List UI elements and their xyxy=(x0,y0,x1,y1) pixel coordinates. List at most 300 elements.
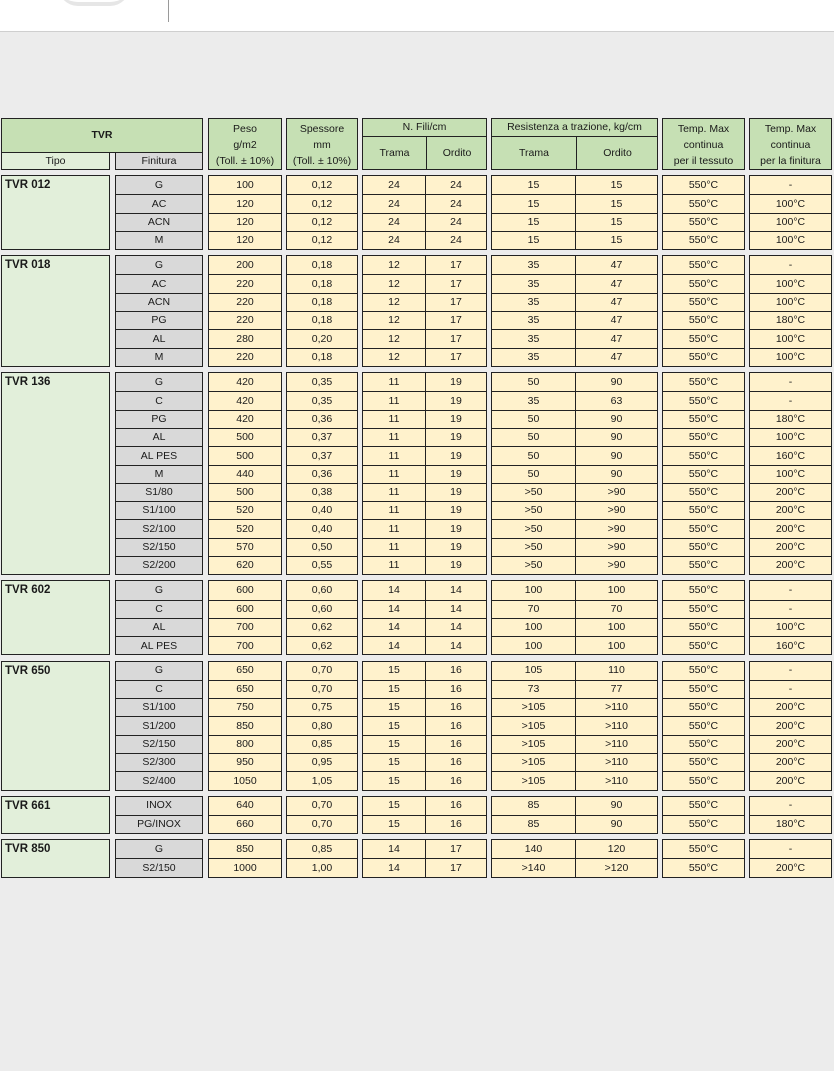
cell-res-ordito: 90 xyxy=(610,799,623,812)
cell-temp-tessuto: 550°C xyxy=(663,538,744,556)
cell-finitura: ACN xyxy=(116,213,202,231)
cell-fili-ordito: 19 xyxy=(426,465,486,483)
cell-fili-trama: 15 xyxy=(363,753,425,771)
cell-peso: 100 xyxy=(236,178,254,191)
cell-res-ordito: 47 xyxy=(576,274,657,292)
cell-res-trama: 50 xyxy=(527,375,540,388)
group-6-col-tFin xyxy=(749,839,832,878)
group-3-col-peso xyxy=(208,580,282,655)
cell-finitura: G xyxy=(154,178,164,191)
cell-spessore: 0,37 xyxy=(287,428,357,446)
cell-res-ordito: 47 xyxy=(610,259,623,272)
header-temp-finitura-line: Temp. Max xyxy=(764,122,817,135)
group-6-col-tTes xyxy=(662,839,745,878)
group-6-col-fili xyxy=(362,839,487,878)
cell-fili-trama: 14 xyxy=(388,843,400,856)
cell-res-trama: 50 xyxy=(492,410,575,428)
cell-peso: 220 xyxy=(209,348,281,366)
group-5-col-fili xyxy=(362,796,487,835)
group-2-col-peso xyxy=(208,372,282,575)
group-1-col-fin xyxy=(115,255,203,367)
group-tipo-1 xyxy=(1,255,110,367)
cell-res-trama: 15 xyxy=(492,231,575,249)
cell-fili-trama: 24 xyxy=(363,213,425,231)
group-3-col-res xyxy=(491,580,658,655)
cell-fili-ordito: 17 xyxy=(426,858,486,876)
header-temp-finitura-line: per la finitura xyxy=(760,154,821,167)
cell-fili-ordito: 19 xyxy=(426,391,486,409)
group-0-col-fili xyxy=(362,175,487,250)
cell-spessore: 0,12 xyxy=(287,231,357,249)
cell-temp-tessuto: 550°C xyxy=(663,519,744,537)
cell-temp-finitura: 200°C xyxy=(750,501,831,519)
cell-finitura: AL xyxy=(116,428,202,446)
cell-temp-finitura: - xyxy=(788,178,793,191)
cell-peso: 600 xyxy=(236,584,254,597)
header-temp-finitura xyxy=(749,118,832,170)
cell-spessore: 0,12 xyxy=(287,213,357,231)
cell-finitura: PG xyxy=(116,311,202,329)
cell-finitura: INOX xyxy=(146,799,172,812)
cell-spessore: 0,70 xyxy=(287,680,357,698)
group-4-col-tTes xyxy=(662,661,745,791)
cell-res-trama: 100 xyxy=(524,584,543,597)
group-0-col-tTes xyxy=(662,175,745,250)
cell-temp-tessuto: 550°C xyxy=(663,618,744,636)
cell-temp-finitura: 160°C xyxy=(750,636,831,654)
cell-temp-finitura: 200°C xyxy=(750,735,831,753)
cell-res-ordito: >90 xyxy=(576,556,657,574)
header-spessore-line: Spessore xyxy=(299,122,345,135)
cell-fili-trama: 15 xyxy=(363,680,425,698)
cell-fili-trama: 12 xyxy=(363,348,425,366)
header-finitura: Finitura xyxy=(141,154,177,167)
cell-fili-ordito: 16 xyxy=(426,771,486,789)
cell-fili-ordito: 19 xyxy=(426,501,486,519)
cell-spessore: 0,20 xyxy=(287,329,357,347)
group-3-col-tFin xyxy=(749,580,832,655)
cell-temp-tessuto: 550°C xyxy=(688,799,719,812)
cell-spessore: 0,85 xyxy=(311,843,333,856)
cell-spessore: 0,36 xyxy=(287,465,357,483)
cell-spessore: 0,18 xyxy=(311,259,333,272)
cell-finitura: AL PES xyxy=(116,446,202,464)
cell-temp-tessuto: 550°C xyxy=(663,858,744,876)
cell-finitura: C xyxy=(116,391,202,409)
group-4-col-fili xyxy=(362,661,487,791)
cell-res-trama: >105 xyxy=(492,735,575,753)
cell-temp-tessuto: 550°C xyxy=(663,735,744,753)
cell-peso: 1000 xyxy=(209,858,281,876)
cell-temp-tessuto: 550°C xyxy=(688,375,719,388)
cell-res-ordito: 47 xyxy=(576,329,657,347)
cell-spessore: 0,35 xyxy=(287,391,357,409)
group-name: TVR 602 xyxy=(5,584,51,597)
cell-fili-trama: 11 xyxy=(363,465,425,483)
cell-res-ordito: >110 xyxy=(576,698,657,716)
cell-finitura: S2/200 xyxy=(116,556,202,574)
header-tvr-title: TVR xyxy=(91,129,113,142)
cell-spessore: 0,75 xyxy=(287,698,357,716)
cell-res-ordito: 15 xyxy=(576,231,657,249)
cell-res-trama: 85 xyxy=(492,815,575,833)
cell-finitura: S2/300 xyxy=(116,753,202,771)
cell-temp-finitura: 100°C xyxy=(750,194,831,212)
cell-spessore: 0,70 xyxy=(311,799,333,812)
group-tipo-4 xyxy=(1,661,110,791)
cell-fili-ordito: 16 xyxy=(426,680,486,698)
cell-finitura: G xyxy=(154,375,164,388)
cell-spessore: 0,12 xyxy=(287,194,357,212)
cell-peso: 850 xyxy=(209,716,281,734)
cell-peso: 420 xyxy=(209,410,281,428)
cell-peso: 500 xyxy=(209,428,281,446)
cell-temp-tessuto: 550°C xyxy=(663,716,744,734)
cell-fili-trama: 15 xyxy=(363,735,425,753)
cell-finitura: G xyxy=(154,584,164,597)
cell-fili-trama: 15 xyxy=(363,716,425,734)
cell-temp-tessuto: 550°C xyxy=(663,483,744,501)
cell-spessore: 0,12 xyxy=(311,178,333,191)
cell-peso: 220 xyxy=(209,293,281,311)
cell-fili-ordito: 16 xyxy=(426,753,486,771)
group-2-col-fin xyxy=(115,372,203,575)
cell-finitura: AL PES xyxy=(116,636,202,654)
cell-finitura: S1/80 xyxy=(116,483,202,501)
cell-spessore: 0,18 xyxy=(287,274,357,292)
group-2-col-spess xyxy=(286,372,358,575)
cell-peso: 420 xyxy=(209,391,281,409)
cell-finitura: S2/150 xyxy=(116,735,202,753)
cell-finitura: S1/100 xyxy=(116,698,202,716)
cell-peso: 200 xyxy=(236,259,254,272)
cell-spessore: 0,38 xyxy=(287,483,357,501)
header-resistenza xyxy=(491,118,658,170)
cell-res-trama: 73 xyxy=(492,680,575,698)
header-temp-finitura-line: continua xyxy=(770,138,811,151)
cell-peso: 640 xyxy=(236,799,254,812)
group-6-col-peso xyxy=(208,839,282,878)
cell-fili-trama: 15 xyxy=(363,698,425,716)
cell-fili-ordito: 14 xyxy=(426,600,486,618)
cell-temp-finitura: - xyxy=(788,259,793,272)
cell-res-ordito: >110 xyxy=(576,735,657,753)
cell-spessore: 0,37 xyxy=(287,446,357,464)
group-4-col-peso xyxy=(208,661,282,791)
group-0-col-tFin xyxy=(749,175,832,250)
cell-spessore: 0,40 xyxy=(287,519,357,537)
cell-temp-tessuto: 550°C xyxy=(663,815,744,833)
cell-fili-trama: 11 xyxy=(363,538,425,556)
cell-temp-finitura: - xyxy=(788,843,793,856)
cell-temp-finitura: - xyxy=(788,584,793,597)
cell-res-trama: >140 xyxy=(492,858,575,876)
cell-peso: 700 xyxy=(209,618,281,636)
cell-res-ordito: 47 xyxy=(576,348,657,366)
cell-temp-finitura: 100°C xyxy=(750,231,831,249)
group-0-col-res xyxy=(491,175,658,250)
cell-temp-finitura: 100°C xyxy=(750,213,831,231)
cell-spessore: 0,18 xyxy=(287,348,357,366)
cell-res-ordito: 63 xyxy=(576,391,657,409)
cell-res-trama: 50 xyxy=(492,446,575,464)
cell-peso: 420 xyxy=(236,375,254,388)
cell-fili-trama: 14 xyxy=(388,584,400,597)
header-peso xyxy=(208,118,282,170)
cell-temp-tessuto: 550°C xyxy=(663,410,744,428)
cell-temp-finitura: 180°C xyxy=(750,410,831,428)
cell-peso: 500 xyxy=(209,446,281,464)
cell-finitura: S2/150 xyxy=(116,538,202,556)
cell-fili-trama: 12 xyxy=(363,329,425,347)
cell-finitura: M xyxy=(116,348,202,366)
cell-fili-ordito: 24 xyxy=(426,194,486,212)
group-name: TVR 850 xyxy=(5,843,51,856)
cell-finitura: G xyxy=(154,843,164,856)
cell-temp-tessuto: 550°C xyxy=(663,501,744,519)
cell-temp-finitura: 100°C xyxy=(750,428,831,446)
cell-fili-trama: 11 xyxy=(363,519,425,537)
cell-res-ordito: 120 xyxy=(607,843,626,856)
group-name: TVR 136 xyxy=(5,376,51,388)
cell-peso: 280 xyxy=(209,329,281,347)
group-tipo-2 xyxy=(1,372,110,575)
cell-fili-ordito: 17 xyxy=(426,348,486,366)
cell-fili-trama: 15 xyxy=(388,664,400,677)
cell-fili-trama: 14 xyxy=(363,858,425,876)
cell-spessore: 0,18 xyxy=(287,293,357,311)
cell-fili-trama: 12 xyxy=(363,311,425,329)
cell-temp-finitura: 200°C xyxy=(750,519,831,537)
cell-res-trama: >50 xyxy=(492,483,575,501)
cell-fili-ordito: 19 xyxy=(426,538,486,556)
group-5-col-peso xyxy=(208,796,282,835)
header-peso-line: g/m2 xyxy=(233,138,257,151)
cell-res-trama: 35 xyxy=(492,311,575,329)
cell-temp-finitura: 100°C xyxy=(750,618,831,636)
cell-fili-ordito: 19 xyxy=(426,556,486,574)
group-name: TVR 650 xyxy=(5,664,51,677)
cell-res-trama: 85 xyxy=(527,799,540,812)
group-2-col-fili xyxy=(362,372,487,575)
cell-temp-finitura: 200°C xyxy=(750,753,831,771)
header-spessore xyxy=(286,118,358,170)
group-4-col-fin xyxy=(115,661,203,791)
cell-temp-tessuto: 550°C xyxy=(663,771,744,789)
cell-fili-ordito: 14 xyxy=(426,636,486,654)
cell-res-ordito: >90 xyxy=(576,519,657,537)
cell-res-ordito: >90 xyxy=(576,501,657,519)
cell-fili-trama: 12 xyxy=(388,259,400,272)
cell-temp-tessuto: 550°C xyxy=(663,348,744,366)
cell-spessore: 0,60 xyxy=(287,600,357,618)
cell-fili-ordito: 17 xyxy=(450,259,462,272)
cell-spessore: 0,18 xyxy=(287,311,357,329)
cell-temp-tessuto: 550°C xyxy=(688,843,719,856)
group-4-col-spess xyxy=(286,661,358,791)
cell-temp-tessuto: 550°C xyxy=(663,194,744,212)
cell-temp-tessuto: 550°C xyxy=(688,178,719,191)
cell-temp-finitura: 180°C xyxy=(750,311,831,329)
cell-res-ordito: >90 xyxy=(576,538,657,556)
cell-fili-ordito: 16 xyxy=(426,815,486,833)
cell-temp-tessuto: 550°C xyxy=(663,465,744,483)
group-tipo-6 xyxy=(1,839,110,878)
cell-res-trama: 15 xyxy=(492,213,575,231)
cell-fili-trama: 11 xyxy=(388,375,400,388)
cell-res-ordito: 90 xyxy=(610,375,623,388)
cell-peso: 950 xyxy=(209,753,281,771)
cell-temp-tessuto: 550°C xyxy=(688,259,719,272)
cell-spessore: 0,60 xyxy=(311,584,333,597)
cell-spessore: 0,62 xyxy=(287,636,357,654)
group-6-col-spess xyxy=(286,839,358,878)
cell-res-ordito: 47 xyxy=(576,293,657,311)
cell-peso: 660 xyxy=(209,815,281,833)
cell-finitura: AC xyxy=(116,274,202,292)
header-res-ordito: Ordito xyxy=(603,146,632,159)
cell-temp-tessuto: 550°C xyxy=(663,600,744,618)
cell-peso: 520 xyxy=(209,519,281,537)
cell-res-ordito: >90 xyxy=(576,483,657,501)
header-divider xyxy=(168,0,169,22)
cell-res-trama: 35 xyxy=(527,259,540,272)
cell-fili-trama: 15 xyxy=(363,815,425,833)
cell-fili-ordito: 19 xyxy=(426,483,486,501)
cell-fili-ordito: 24 xyxy=(426,231,486,249)
cell-temp-tessuto: 550°C xyxy=(663,753,744,771)
cell-fili-trama: 11 xyxy=(363,556,425,574)
group-0-col-peso xyxy=(208,175,282,250)
cell-temp-finitura: - xyxy=(750,600,831,618)
cell-spessore: 0,70 xyxy=(287,815,357,833)
cell-fili-ordito: 17 xyxy=(426,293,486,311)
cell-peso: 440 xyxy=(209,465,281,483)
cell-res-trama: >50 xyxy=(492,501,575,519)
cell-temp-finitura: 100°C xyxy=(750,274,831,292)
cell-temp-finitura: 100°C xyxy=(750,293,831,311)
cell-res-trama: 105 xyxy=(524,664,543,677)
cell-res-ordito: >110 xyxy=(576,716,657,734)
cell-res-ordito: 90 xyxy=(576,815,657,833)
cell-peso: 850 xyxy=(236,843,254,856)
cell-spessore: 0,55 xyxy=(287,556,357,574)
group-2-col-tTes xyxy=(662,372,745,575)
cell-finitura: PG xyxy=(116,410,202,428)
cell-finitura: G xyxy=(154,664,164,677)
logo-fragment xyxy=(58,0,130,6)
cell-res-trama: 140 xyxy=(524,843,543,856)
cell-spessore: 0,80 xyxy=(287,716,357,734)
cell-finitura: S2/100 xyxy=(116,519,202,537)
header-res-trama: Trama xyxy=(519,146,549,159)
group-name: TVR 661 xyxy=(5,799,51,812)
cell-finitura: S1/100 xyxy=(116,501,202,519)
group-tipo-3 xyxy=(1,580,110,655)
cell-fili-ordito: 14 xyxy=(450,584,462,597)
group-1-col-peso xyxy=(208,255,282,367)
cell-res-trama: 35 xyxy=(492,348,575,366)
group-5-col-res xyxy=(491,796,658,835)
cell-temp-finitura: 160°C xyxy=(750,446,831,464)
cell-res-ordito: 77 xyxy=(576,680,657,698)
header-spessore-line: mm xyxy=(313,138,331,151)
group-5-col-tFin xyxy=(749,796,832,835)
cell-fili-trama: 12 xyxy=(363,274,425,292)
header-finitura-cell xyxy=(115,152,203,170)
header-peso-line: Peso xyxy=(233,122,257,135)
cell-finitura: C xyxy=(116,680,202,698)
group-2-col-tFin xyxy=(749,372,832,575)
group-5-col-fin xyxy=(115,796,203,835)
cell-spessore: 1,05 xyxy=(287,771,357,789)
header-temp-tessuto-line: per il tessuto xyxy=(673,154,734,167)
cell-fili-trama: 11 xyxy=(363,410,425,428)
cell-finitura: S1/200 xyxy=(116,716,202,734)
cell-res-trama: >105 xyxy=(492,698,575,716)
group-name: TVR 012 xyxy=(5,179,51,191)
header-ordito: Ordito xyxy=(442,146,472,159)
cell-temp-tessuto: 550°C xyxy=(663,428,744,446)
group-5-col-spess xyxy=(286,796,358,835)
cell-res-ordito: 110 xyxy=(608,664,625,677)
cell-spessore: 0,95 xyxy=(287,753,357,771)
cell-temp-finitura: 200°C xyxy=(750,716,831,734)
cell-fili-trama: 24 xyxy=(363,231,425,249)
cell-peso: 120 xyxy=(209,213,281,231)
cell-finitura: S2/150 xyxy=(116,858,202,876)
group-3-col-fin xyxy=(115,580,203,655)
header-spessore-line: (Toll. ± 10%) xyxy=(292,154,352,167)
cell-res-trama: 15 xyxy=(492,194,575,212)
cell-fili-ordito: 16 xyxy=(426,698,486,716)
cell-fili-ordito: 16 xyxy=(450,664,462,677)
cell-peso: 650 xyxy=(236,664,254,677)
cell-res-ordito: 15 xyxy=(610,178,623,191)
cell-fili-trama: 11 xyxy=(363,483,425,501)
cell-res-ordito: 90 xyxy=(576,465,657,483)
header-tvr-title-cell xyxy=(1,118,203,153)
cell-res-ordito: 15 xyxy=(576,213,657,231)
cell-fili-trama: 14 xyxy=(363,636,425,654)
cell-res-ordito: 90 xyxy=(576,428,657,446)
cell-temp-finitura: 180°C xyxy=(750,815,831,833)
cell-res-trama: >105 xyxy=(492,716,575,734)
cell-res-trama: >105 xyxy=(492,771,575,789)
cell-spessore: 0,70 xyxy=(311,664,333,677)
cell-fili-trama: 14 xyxy=(363,600,425,618)
cell-temp-finitura: - xyxy=(750,680,831,698)
cell-res-trama: 35 xyxy=(492,329,575,347)
group-name: TVR 018 xyxy=(5,259,51,272)
cell-spessore: 0,36 xyxy=(287,410,357,428)
cell-res-trama: >105 xyxy=(492,753,575,771)
cell-peso: 750 xyxy=(209,698,281,716)
cell-res-trama: 50 xyxy=(492,465,575,483)
cell-temp-finitura: 200°C xyxy=(750,538,831,556)
cell-res-ordito: 100 xyxy=(576,636,657,654)
cell-res-trama: 70 xyxy=(492,600,575,618)
cell-temp-finitura: - xyxy=(750,391,831,409)
cell-peso: 220 xyxy=(209,274,281,292)
cell-res-ordito: 70 xyxy=(576,600,657,618)
cell-fili-trama: 11 xyxy=(363,501,425,519)
cell-temp-tessuto: 550°C xyxy=(663,391,744,409)
cell-res-ordito: >110 xyxy=(576,753,657,771)
cell-temp-finitura: - xyxy=(788,664,793,677)
header-resistenza-title: Resistenza a trazione, kg/cm xyxy=(507,121,642,134)
header-tipo: Tipo xyxy=(45,154,66,167)
